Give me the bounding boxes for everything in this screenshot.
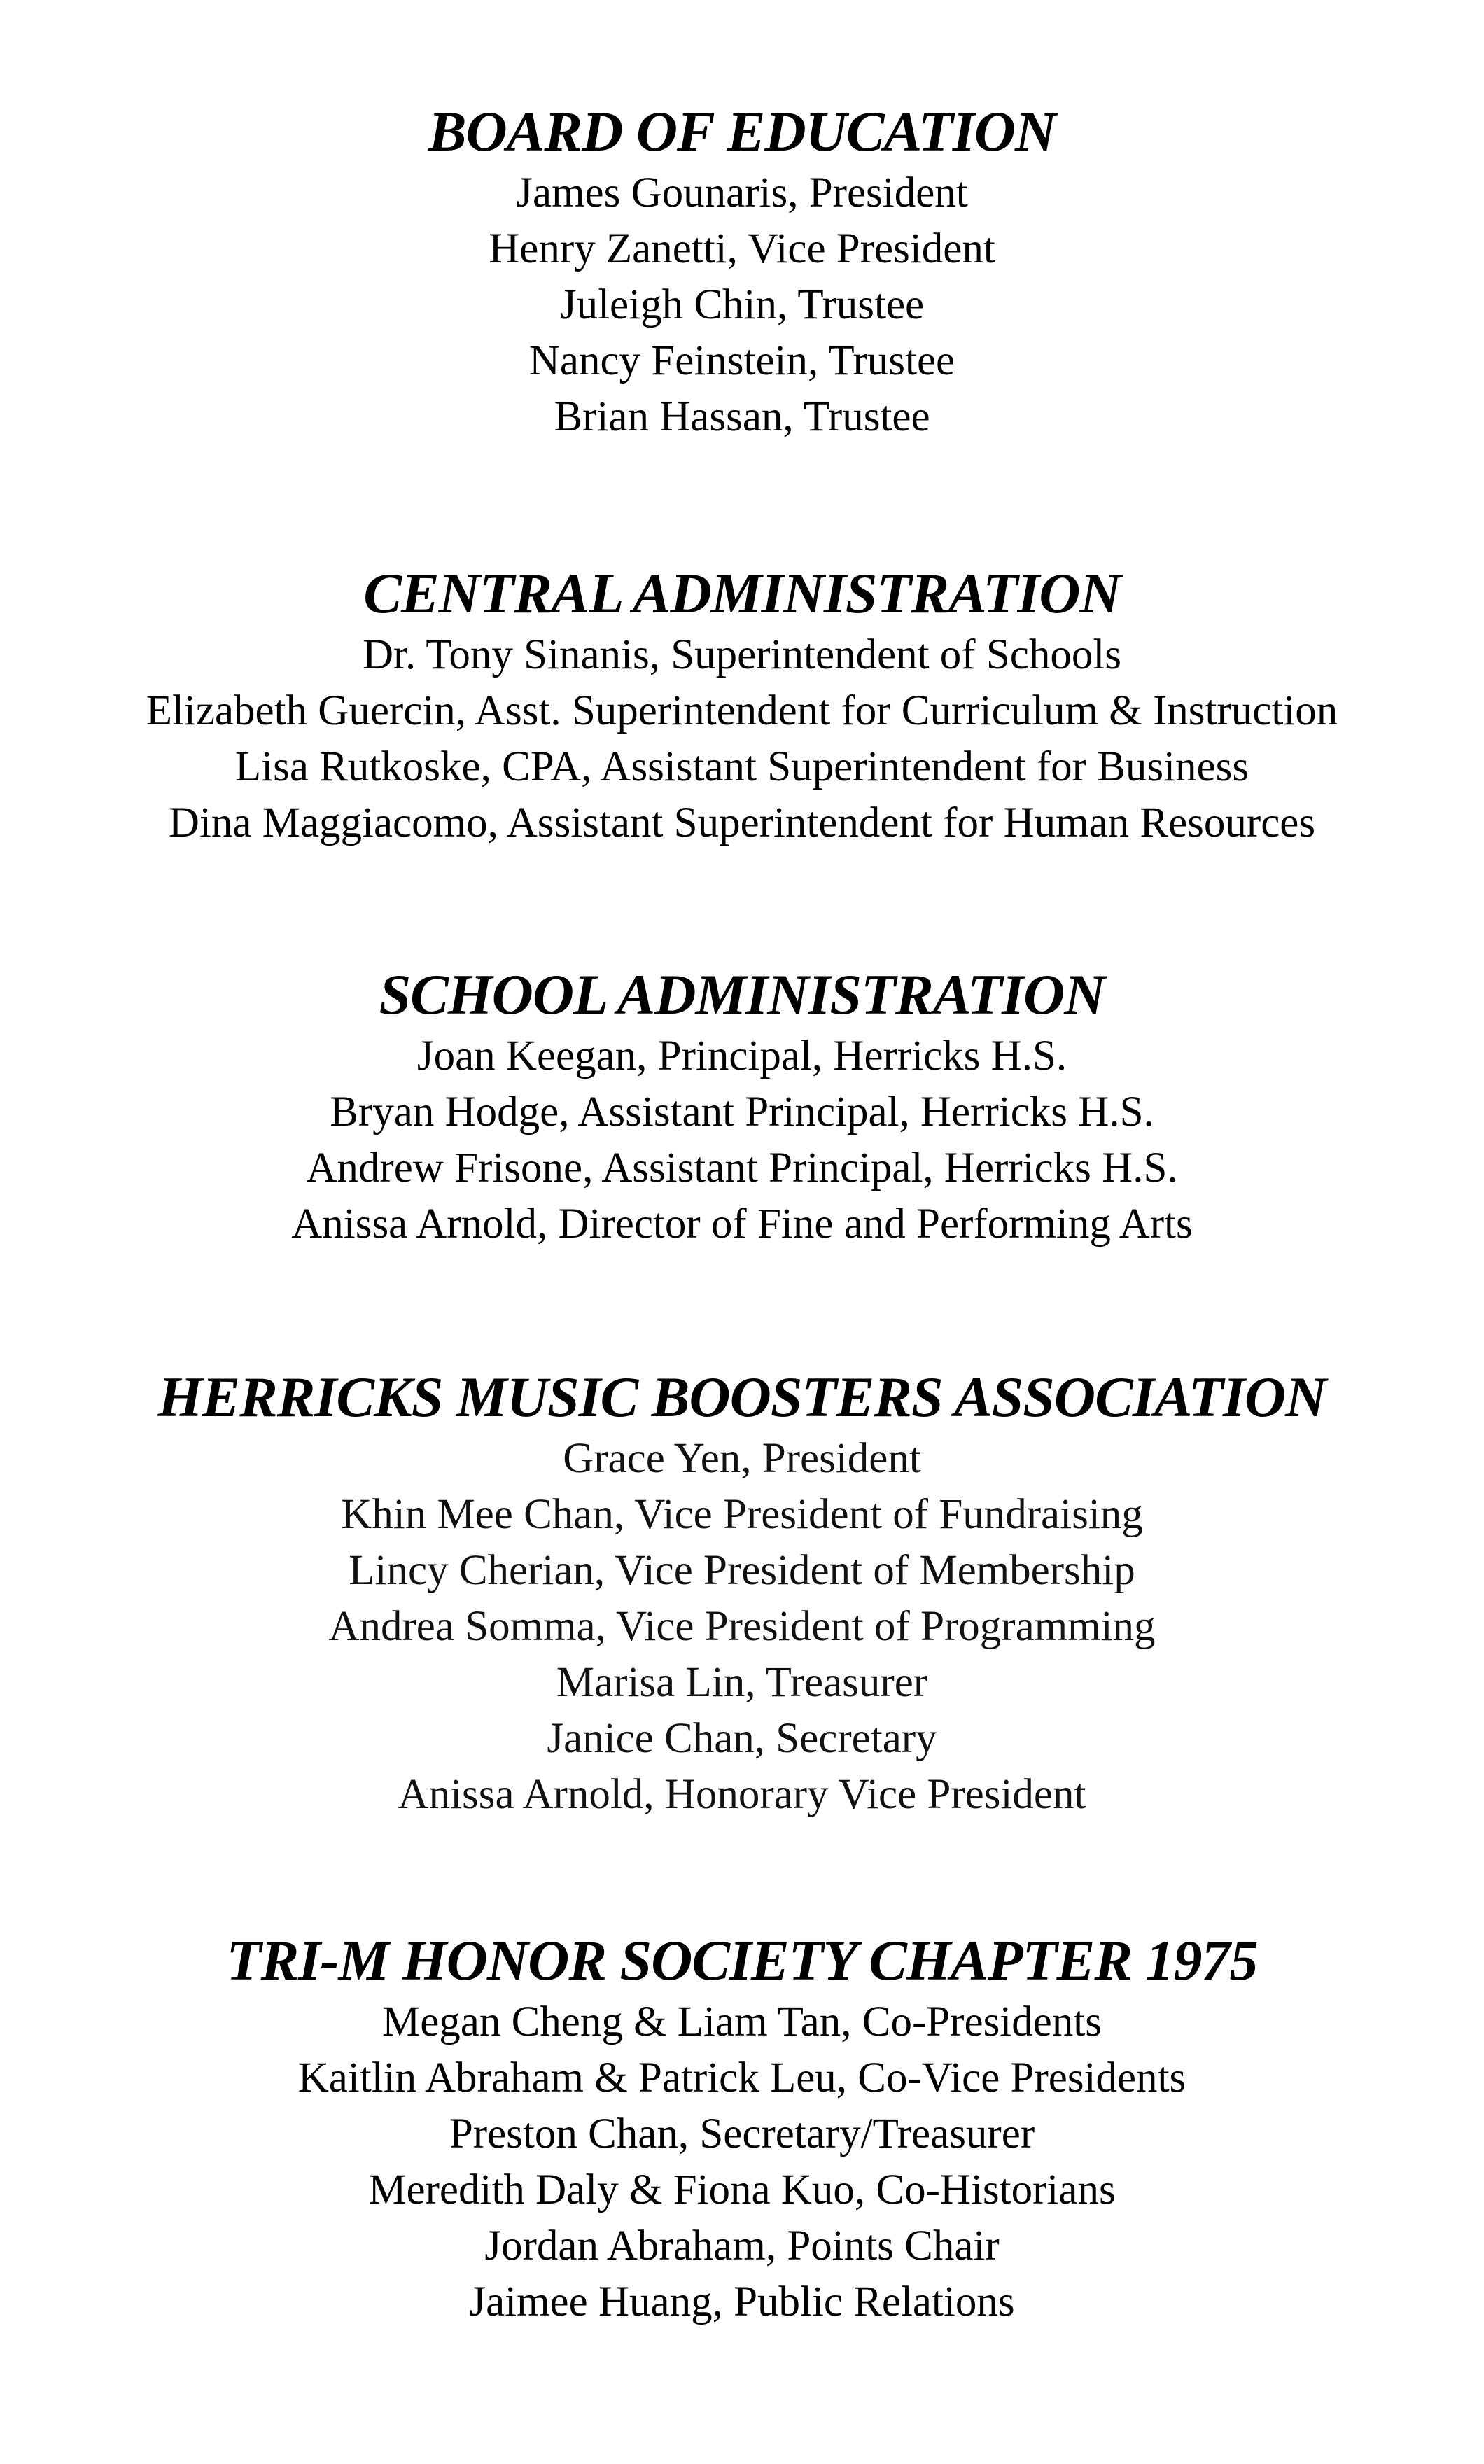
member-line: Marisa Lin, Treasurer <box>556 1659 928 1706</box>
member-list <box>0 165 1484 445</box>
member-line: Lisa Rutkoske, CPA, Assistant Superintendent for Business <box>234 743 1250 790</box>
member-line: Dina Maggiacomo, Assistant Superintendent for Human Resources <box>168 799 1316 846</box>
member-line: Anissa Arnold, Honorary Vice President <box>398 1771 1086 1818</box>
board-of-education-section <box>0 98 1484 445</box>
member-line: Grace Yen, President <box>563 1435 921 1482</box>
member-line: Elizabeth Guercin, Asst. Superintendent for Curriculum & Instruction <box>146 687 1338 734</box>
member-line: Nancy Feinstein, Trustee <box>528 337 955 384</box>
member-list <box>0 1431 1484 1823</box>
member-line: Janice Chan, Secretary <box>547 1715 937 1762</box>
section-heading: SCHOOL ADMINISTRATION <box>379 962 1105 1026</box>
member-line: Bryan Hodge, Assistant Principal, Herricks H.S. <box>330 1088 1154 1135</box>
central-administration-section <box>0 560 1484 851</box>
member-line: Henry Zanetti, Vice President <box>489 225 995 272</box>
section-heading: HERRICKS MUSIC BOOSTERS ASSOCIATION <box>158 1365 1326 1429</box>
section-heading: TRI-M HONOR SOCIETY CHAPTER 1975 <box>226 1928 1258 1992</box>
member-line: Jordan Abraham, Points Chair <box>484 2222 1000 2269</box>
member-list <box>0 1994 1484 2330</box>
member-line: Megan Cheng & Liam Tan, Co-Presidents <box>382 1998 1102 2045</box>
member-line: Dr. Tony Sinanis, Superintendent of Schools <box>362 631 1122 678</box>
member-line: Jaimee Huang, Public Relations <box>469 2278 1015 2325</box>
music-boosters-section <box>0 1364 1484 1823</box>
member-line: Joan Keegan, Principal, Herricks H.S. <box>416 1032 1068 1079</box>
member-line: Brian Hassan, Trustee <box>554 393 930 440</box>
section-heading: CENTRAL ADMINISTRATION <box>363 561 1121 625</box>
member-line: Andrew Frisone, Assistant Principal, Herricks H.S. <box>306 1144 1178 1191</box>
member-line: Juleigh Chin, Trustee <box>559 281 925 328</box>
member-line: Anissa Arnold, Director of Fine and Performing Arts <box>291 1200 1193 1247</box>
member-line: Khin Mee Chan, Vice President of Fundraising <box>341 1491 1143 1538</box>
tri-m-honor-society-section <box>0 1927 1484 2330</box>
member-line: James Gounaris, President <box>516 169 968 216</box>
member-line: Andrea Somma, Vice President of Programming <box>328 1603 1156 1650</box>
member-list <box>0 1028 1484 1252</box>
school-administration-section <box>0 961 1484 1252</box>
member-line: Meredith Daly & Fiona Kuo, Co-Historians <box>368 2166 1116 2213</box>
section-heading: BOARD OF EDUCATION <box>428 99 1056 163</box>
member-line: Lincy Cherian, Vice President of Membership <box>349 1547 1135 1594</box>
member-line: Preston Chan, Secretary/Treasurer <box>449 2110 1035 2157</box>
member-line: Kaitlin Abraham & Patrick Leu, Co-Vice Presidents <box>298 2054 1186 2101</box>
member-list <box>0 627 1484 851</box>
